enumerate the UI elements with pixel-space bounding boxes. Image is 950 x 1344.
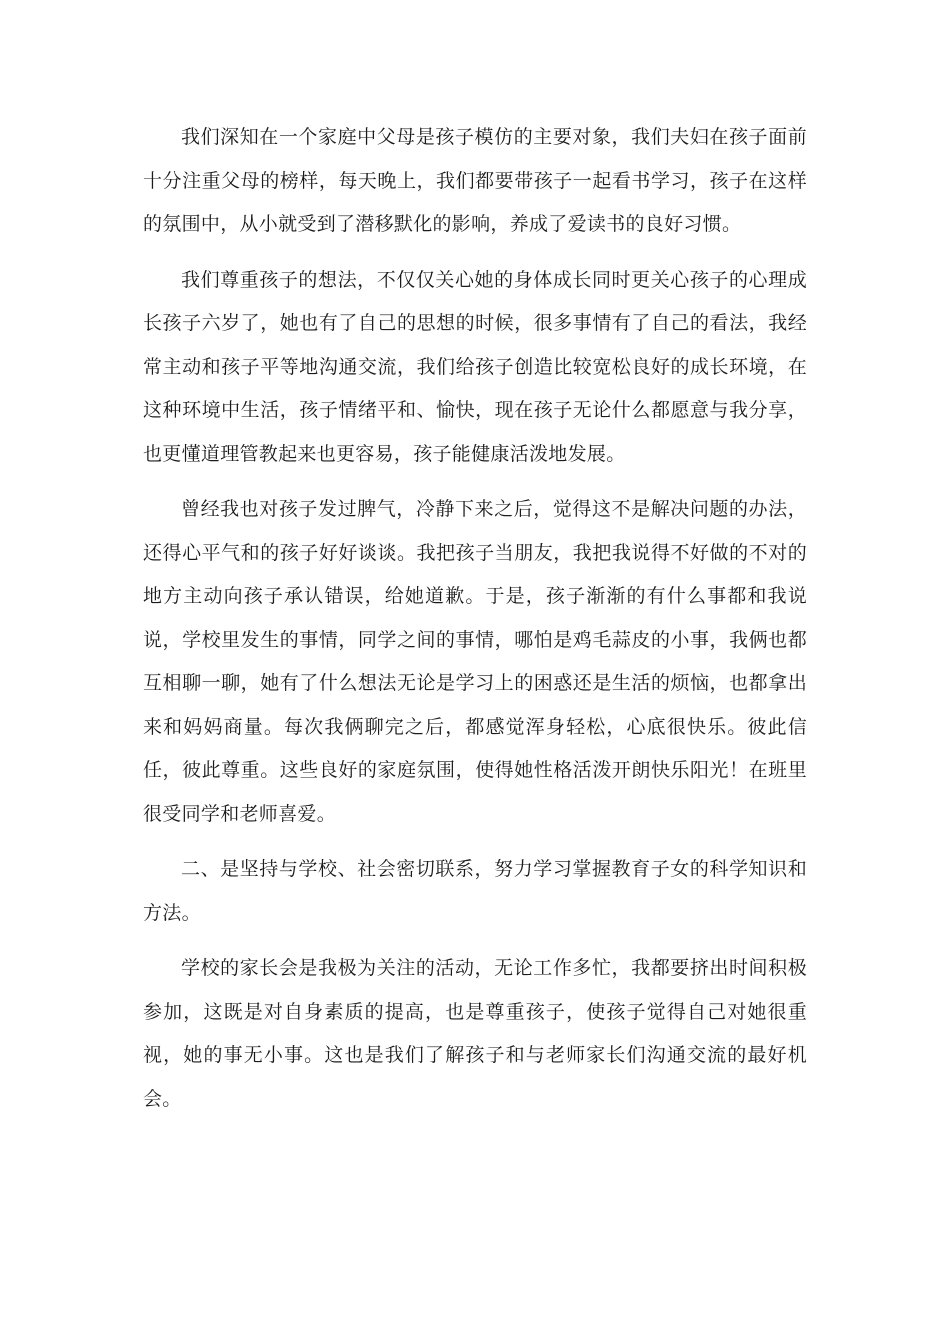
- paragraph-3: 曾经我也对孩子发过脾气，冷静下来之后，觉得这不是解决问题的办法，还得心平气和的孩子好好谈谈。我把孩子当朋友，我把我说得不好做的不对的地方主动向孩子承认错误，给她道歉。于是，孩子渐渐的有什么事都和我说说，学校里发生的事情，同学之间的事情，哪怕是鸡毛蒜皮的小事，我俩也都互相聊一聊，她有了什么想法无论是学习上的困惑还是生活的烦恼，也都拿出来和妈妈商量。每次我俩聊完之后，都感觉浑身轻松，心底很快乐。彼此信任，彼此尊重。这些良好的家庭氛围，使得她性格活泼开朗快乐阳光！在班里很受同学和老师喜爱。: [143, 498, 807, 825]
- paragraph-5: 学校的家长会是我极为关注的活动，无论工作多忙，我都要挤出时间积极参加，这既是对自身素质的提高，也是尊重孩子，使孩子觉得自己对她很重视，她的事无小事。这也是我们了解孩子和与老师家长们沟通交流的最好机会。: [143, 957, 807, 1110]
- paragraph-4-heading: 二、是坚持与学校、社会密切联系，努力学习掌握教育子女的科学知识和方法。: [143, 858, 807, 924]
- paragraph-1: 我们深知在一个家庭中父母是孩子模仿的主要对象，我们夫妇在孩子面前十分注重父母的榜样，每天晚上，我们都要带孩子一起看书学习，孩子在这样的氛围中，从小就受到了潜移默化的影响，养成了爱读书的良好习惯。: [143, 126, 807, 235]
- document-body: [143, 116, 807, 1133]
- paragraph-2: 我们尊重孩子的想法，不仅仅关心她的身体成长同时更关心孩子的心理成长孩子六岁了，她也有了自己的思想的时候，很多事情有了自己的看法，我经常主动和孩子平等地沟通交流，我们给孩子创造比较宽松良好的成长环境，在这种环境中生活，孩子情绪平和、愉快，现在孩子无论什么都愿意与我分享，也更懂道理管教起来也更容易，孩子能健康活泼地发展。: [143, 268, 807, 465]
